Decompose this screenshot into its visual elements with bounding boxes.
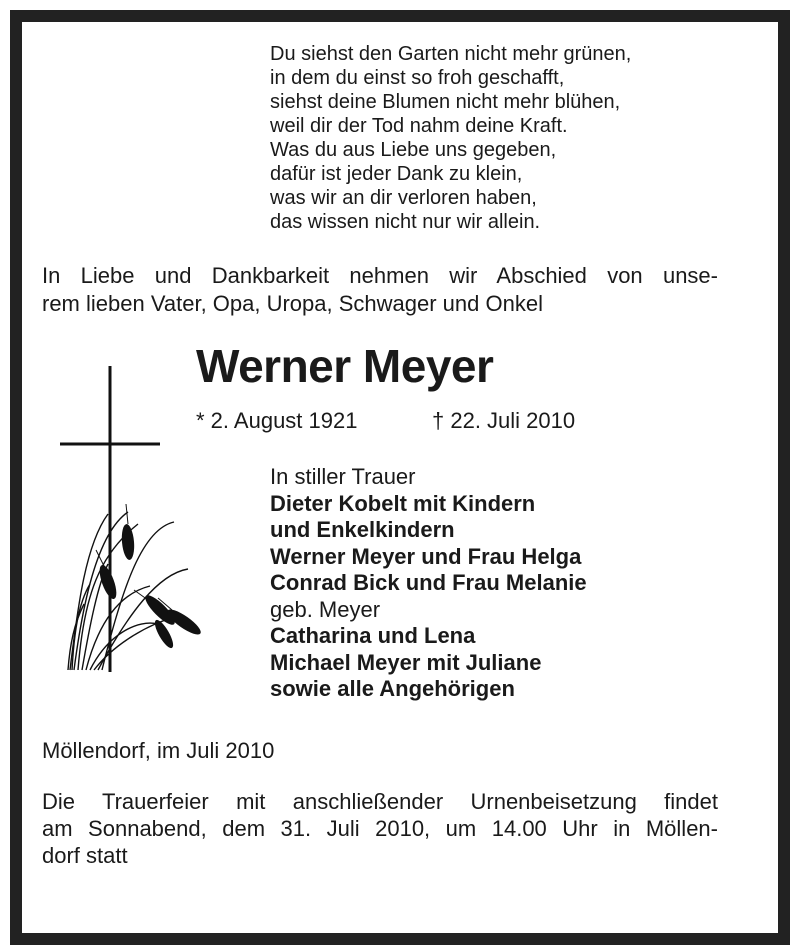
mourner-line: Werner Meyer und Frau Helga [270,543,582,569]
poem-line: das wissen nicht nur wir allein. [270,211,541,233]
mourners-heading: In stiller Trauer [270,464,416,489]
mourner-line: Catharina und Lena [270,623,476,648]
poem-line: Du siehst den Garten nicht mehr grünen, [270,43,632,65]
mourners-list [270,464,587,703]
intro-line: rem lieben Vater, Opa, Uropa, Schwager und Onkel [42,291,543,316]
poem [270,42,631,234]
mourner-line: Michael Meyer mit Juliane [270,649,542,675]
mourner-line: und Enkelkindern [270,517,455,542]
mourner-line: Conrad Bick und Frau Melanie [270,570,587,595]
cross-with-wheat-icon [38,354,208,674]
deceased-name: Werner Meyer [196,340,494,392]
mourner-line: sowie alle Angehörigen [270,676,515,701]
death-date: † 22. Juli 2010 [432,408,576,433]
poem-line: in dem du einst so froh geschafft, [270,67,565,89]
poem-line: weil dir der Tod nahm deine Kraft. [270,115,568,137]
intro-line: In Liebe und Dankbarkeit nehmen wir Abschied von unse- [42,263,718,288]
birth-date: * 2. August 1921 [196,408,358,433]
funeral-line: dorf statt [42,843,128,868]
place-date: Möllendorf, im Juli 2010 [42,738,275,763]
poem-line: dafür ist jeder Dank zu klein, [270,163,523,185]
funeral-notice [42,788,718,869]
mourner-line: Dieter Kobelt mit Kindern [270,490,536,516]
mourner-line: geb. Meyer [270,596,381,622]
funeral-line: Die Trauerfeier mit anschließender Urnenbeisetzung findet [42,789,718,814]
poem-line: siehst deine Blumen nicht mehr blühen, [270,91,621,113]
poem-line: Was du aus Liebe uns gegeben, [270,139,557,161]
funeral-line: am Sonnabend, dem 31. Juli 2010, um 14.00 Uhr in Möllen- [42,816,718,841]
farewell-intro [42,262,718,318]
poem-line: was wir an dir verloren haben, [270,187,537,209]
